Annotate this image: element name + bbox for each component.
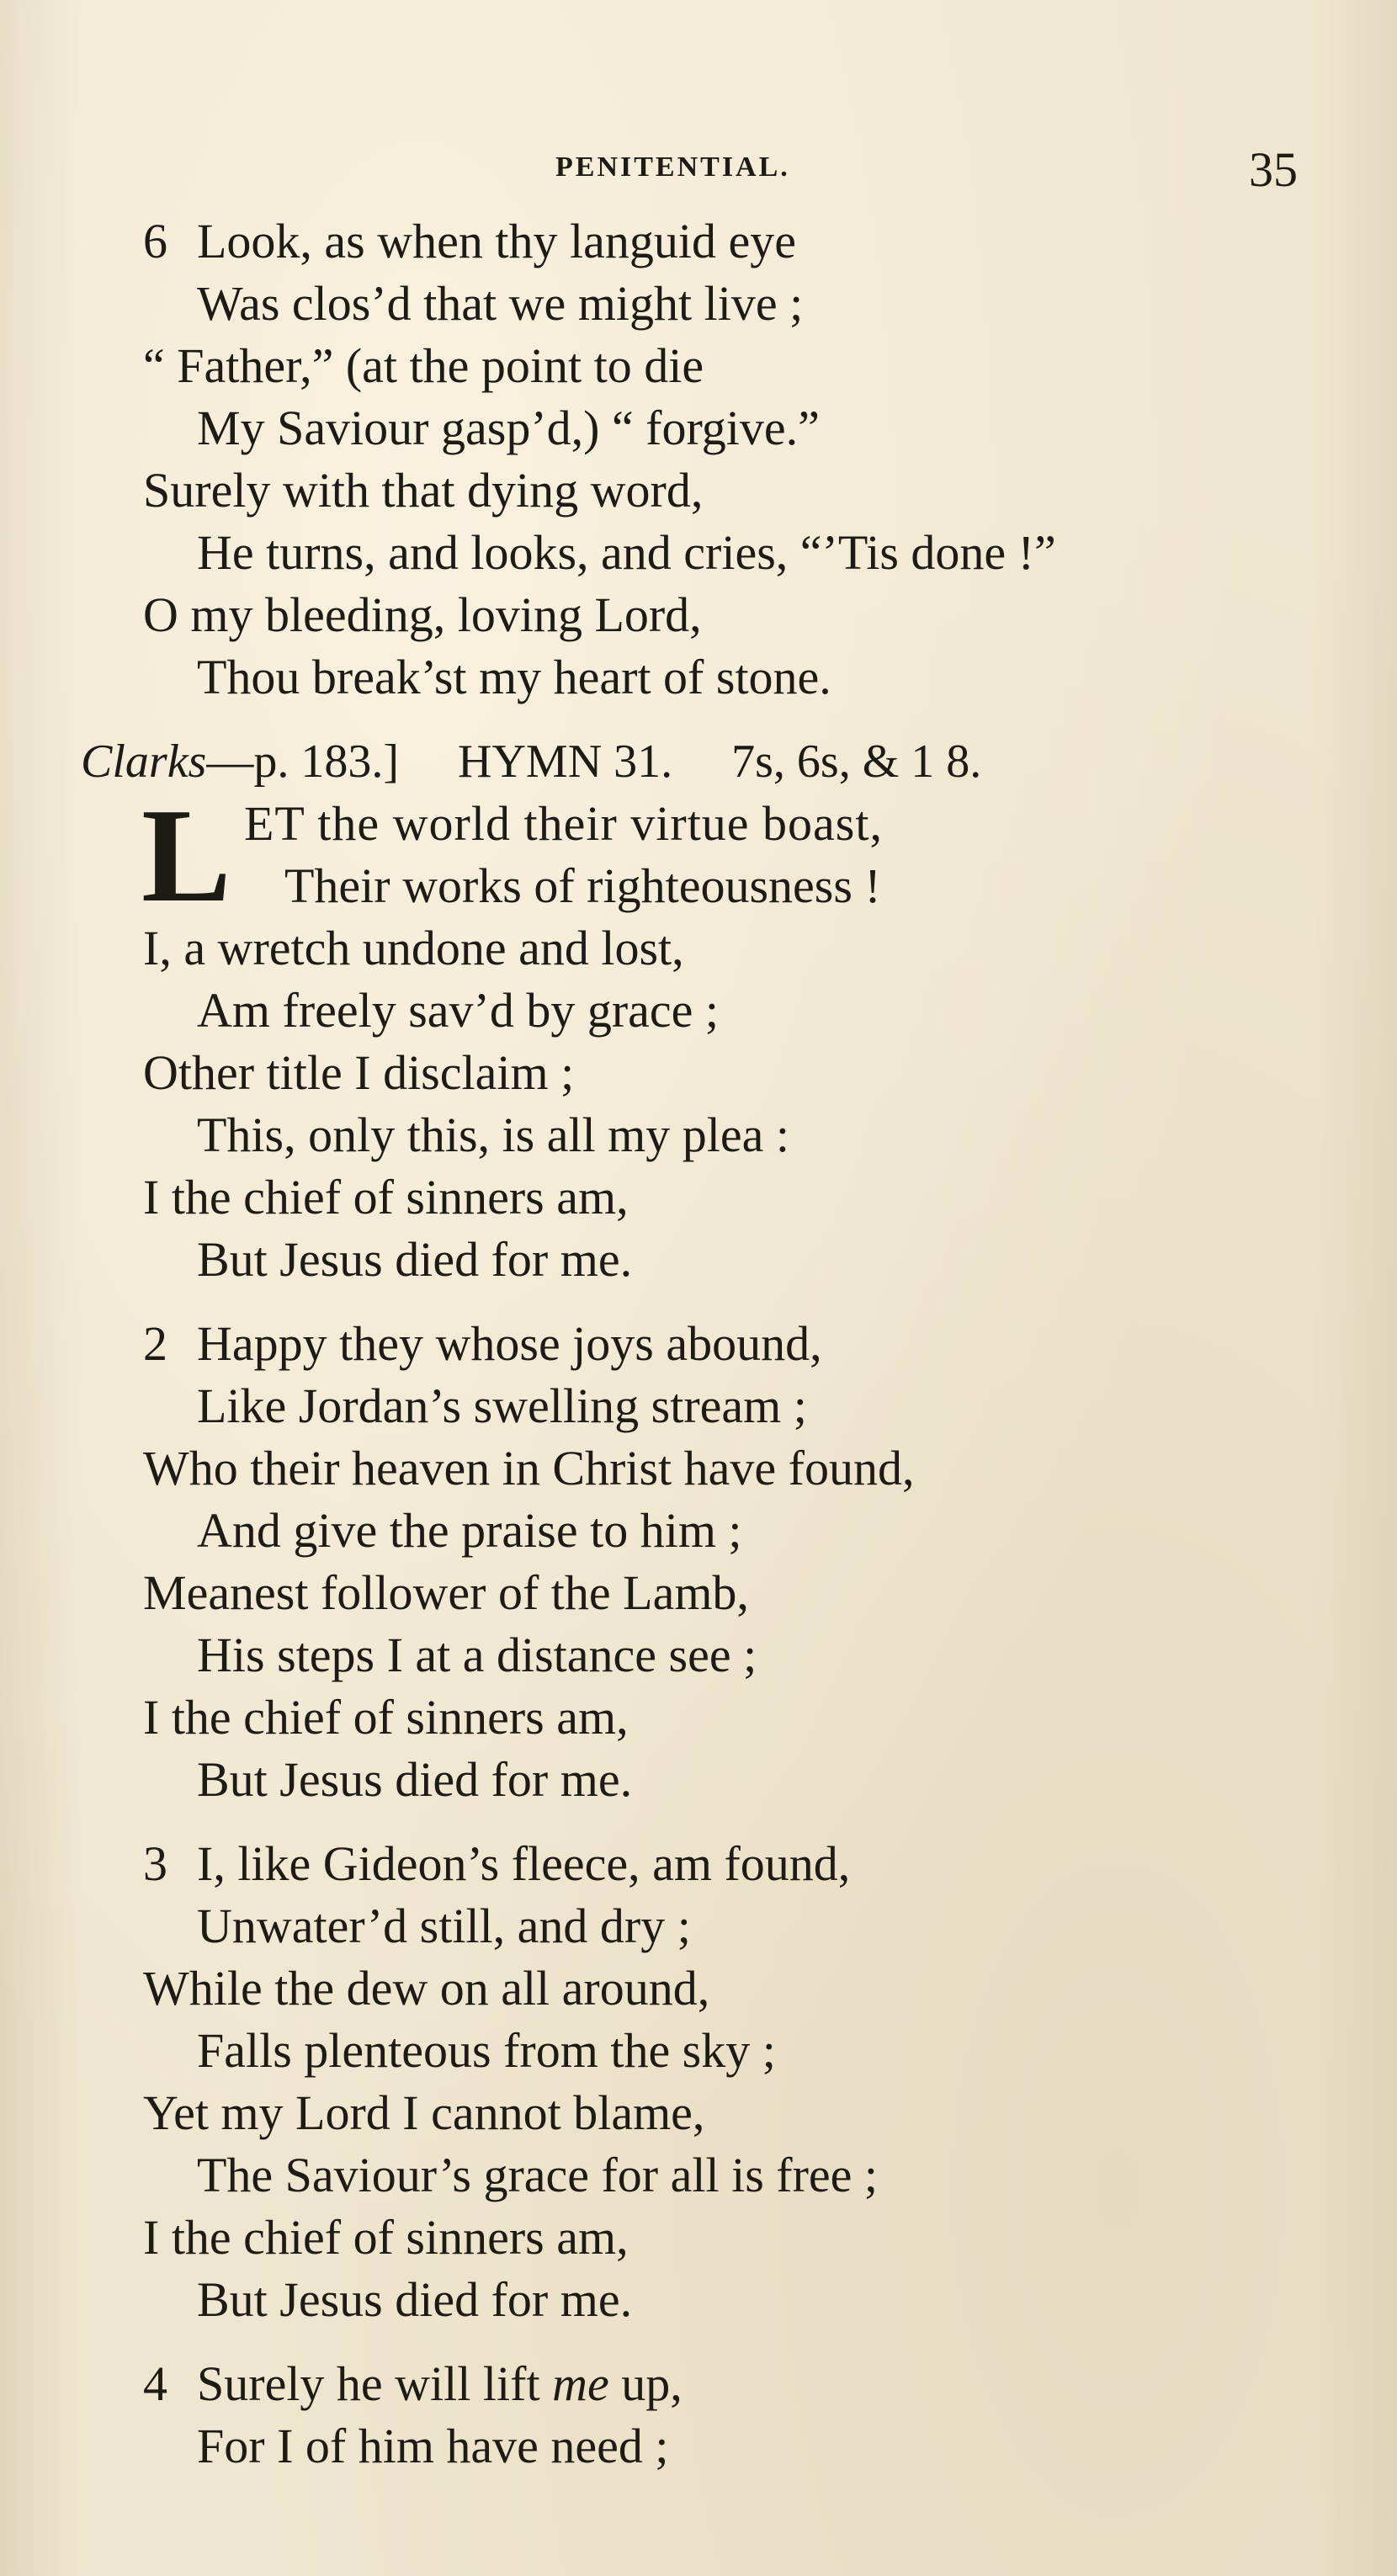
verse-line: For I of him have need ; [197,2419,669,2473]
verse-line: But Jesus died for me. [197,2272,633,2327]
tune-reference: —p. 183.] [206,736,400,788]
hymn31-stanza-2 [0,1313,1397,1811]
verse-line: Other title I disclaim ; [143,1045,575,1100]
page-text [0,210,1397,2478]
verse-line: 3 I, like Gideon’s fleece, am found, [0,1833,1397,1895]
verse-line: 2 Happy they whose joys abound, [0,1313,1397,1375]
verse-line: But Jesus died for me. [197,1232,633,1287]
verse-line: Surely with that dying word, [143,463,704,518]
verse-line: The Saviour’s grace for all is free ; [197,2148,878,2202]
drop-cap: L [141,780,231,930]
verse-line: Like Jordan’s swelling stream ; [197,1378,807,1433]
verse-line-dropcap: L ET the world their virtue boast, [141,780,883,930]
verse-line: His steps I at a distance see ; [197,1628,757,1682]
stanza-number: 4 [143,2356,167,2411]
verse-line: I the chief of sinners am, [143,2210,629,2265]
hymn31-stanza-4 [0,2353,1397,2478]
emphasized-word: me [552,2356,609,2411]
verse-line: Their works of righteousness ! [284,858,881,913]
verse-line: And give the praise to him ; [197,1503,742,1558]
tune-name: Clarks [81,736,207,788]
hymn-title: HYMN 31. [458,736,673,788]
page-number: 35 [1249,142,1298,197]
page-header [0,141,1397,200]
verse-line: I the chief of sinners am, [143,1170,629,1224]
verse-line: I the chief of sinners am, [143,1690,629,1745]
verse-line: But Jesus died for me. [197,1752,633,1807]
verse-line: He turns, and looks, and cries, “’Tis done !” [197,525,1056,580]
hymn31-stanza-1 [0,780,1397,1291]
verse-line: O my bleeding, loving Lord, [143,587,702,642]
verse-line: Meanest follower of the Lamb, [143,1565,749,1620]
verse-line: Who their heaven in Christ have found, [143,1441,915,1495]
verse-line: My Saviour gasp’d,) “ forgive.” [197,401,820,455]
stanza-6 [0,210,1397,709]
verse-line: Thou break’st my heart of stone. [197,650,831,704]
verse-line: Yet my Lord I cannot blame, [143,2085,705,2140]
verse-line: Falls plenteous from the sky ; [197,2023,776,2078]
verse-line: This, only this, is all my plea : [197,1107,790,1162]
verse-line: 6 Look, as when thy languid eye [0,210,1397,273]
hymn-meter: 7s, 6s, & 1 8. [731,736,982,788]
verse-line: I, a wretch undone and lost, [143,921,684,975]
verse-line: “ Father,” (at the point to die [143,338,704,393]
stanza-number: 6 [143,214,167,268]
verse-line: 4 Surely he will lift me up, [0,2353,1397,2415]
verse-line: Unwater’d still, and dry ; [197,1899,691,1953]
verse-line: While the dew on all around, [143,1961,710,2016]
stanza-number: 2 [143,1316,167,1371]
stanza-number: 3 [143,1836,167,1891]
hymn31-stanza-3 [0,1833,1397,2331]
running-head: PENITENTIAL. [555,151,790,183]
verse-line: Was clos’d that we might live ; [197,276,804,331]
verse-line: Am freely sav’d by grace ; [197,983,720,1038]
